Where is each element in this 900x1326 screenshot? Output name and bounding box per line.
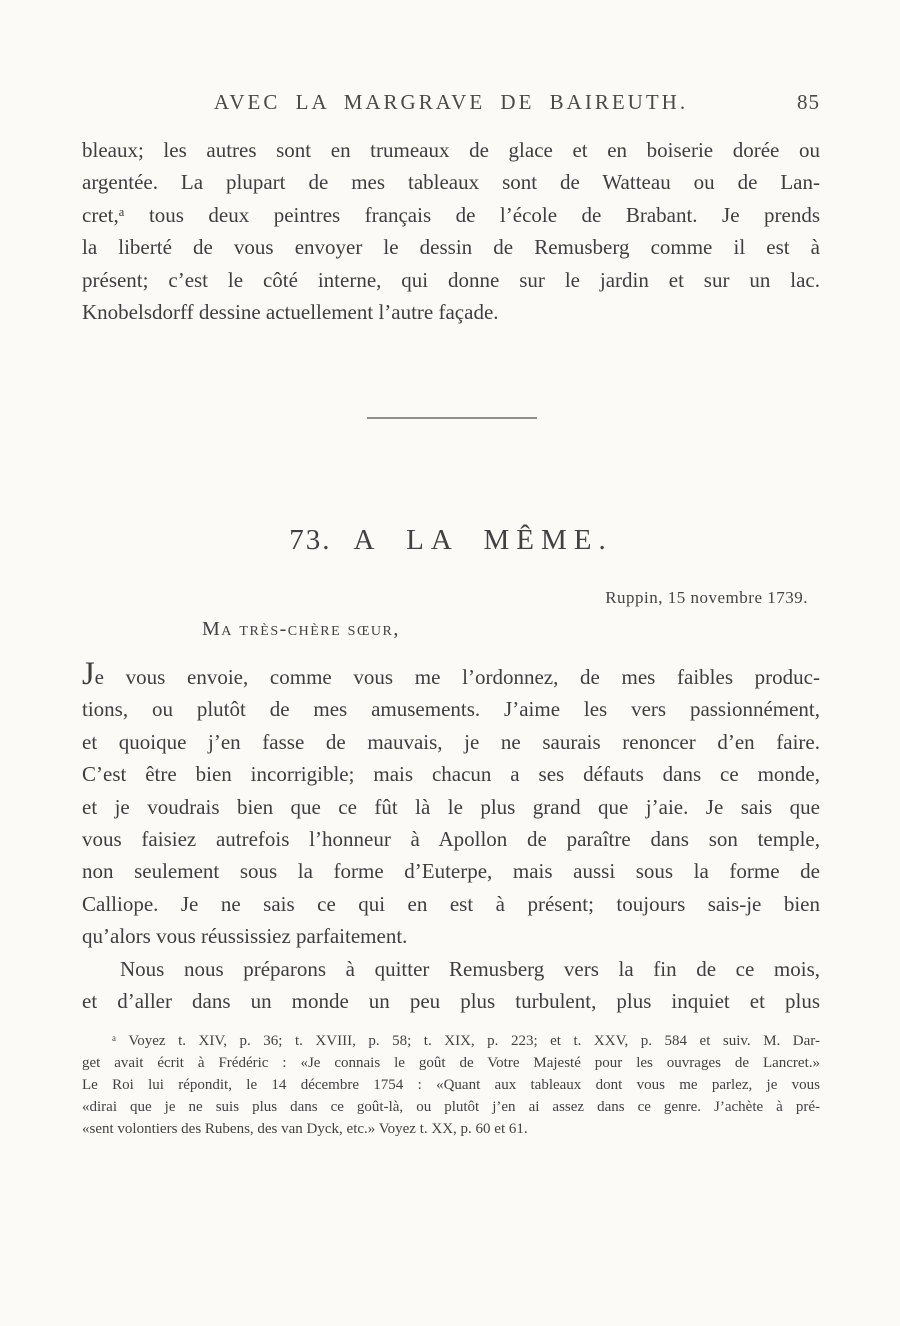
text-line: la liberté de vous envoyer le dessin de Remusberg comme il est à xyxy=(82,235,820,260)
text-line: Nous nous préparons à quitter Remusberg vers la fin de ce mois, xyxy=(120,956,820,981)
text-line: qu’alors vous réussissiez parfaitement. xyxy=(82,924,408,949)
text-line: C’est être bien incorrigible; mais chacun a ses défauts dans ce monde, xyxy=(82,762,820,787)
page-header xyxy=(82,90,820,120)
salutation: Ma très-chère sœur, xyxy=(202,618,400,640)
dateline: Ruppin, 15 novembre 1739. xyxy=(605,588,808,607)
footnote xyxy=(82,1030,820,1140)
text-line: Je vous envoie, comme vous me l’ordonnez, de mes faibles produc- xyxy=(82,656,820,692)
page-number: 85 xyxy=(797,90,820,114)
text-line: et je voudrais bien que ce fût là le plus grand que j’aie. Je sais que xyxy=(82,794,820,819)
text-line: tions, ou plutôt de mes amusements. J’aime les vers passionnément, xyxy=(82,697,820,722)
text-line: Le Roi lui répondit, le 14 décembre 1754 : «Quant aux tableaux dont vous me parlez, je vous xyxy=(82,1077,820,1093)
text-line: Knobelsdorff dessine actuellement l’autre façade. xyxy=(82,300,499,325)
text-line: vous faisiez autrefois l’honneur à Apollon de paraître dans son temple, xyxy=(82,827,820,852)
section-title: A LA MÊME. xyxy=(353,524,613,556)
section-number: 73. xyxy=(289,524,332,556)
letter-paragraph-1 xyxy=(82,658,820,953)
text-line: présent; c’est le côté interne, qui donne sur le jardin et sur un lac. xyxy=(82,267,820,292)
text-line: ᵃ Voyez t. XIV, p. 36; t. XVIII, p. 58; t. XIX, p. 223; et t. XXV, p. 584 et suiv. M. Dar- xyxy=(112,1033,820,1049)
text-line: non seulement sous la forme d’Euterpe, mais aussi sous la forme de xyxy=(82,859,820,884)
text-line: et quoique j’en fasse de mauvais, je ne saurais renoncer d’en faire. xyxy=(82,729,820,754)
section-divider xyxy=(367,417,537,419)
text-line: et d’aller dans un monde un peu plus turbulent, plus inquiet et plus xyxy=(82,989,820,1014)
letter-paragraph-2 xyxy=(82,953,820,1018)
text-line: get avait écrit à Frédéric : «Je connais le goût de Votre Majesté pour les ouvrages de Lancret.» xyxy=(82,1055,820,1071)
text-line: «sent volontiers des Rubens, des van Dyck, etc.» Voyez t. XX, p. 60 et 61. xyxy=(82,1121,528,1137)
intro-paragraph xyxy=(82,134,820,328)
text-line: argentée. La plupart de mes tableaux sont de Watteau ou de Lan- xyxy=(82,170,820,195)
text-line: Calliope. Je ne sais ce qui en est à présent; toujours sais-je bien xyxy=(82,891,820,916)
text-line: cret,ᵃ tous deux peintres français de l’école de Brabant. Je prends xyxy=(82,202,820,227)
section-heading xyxy=(82,524,820,557)
text-line: bleaux; les autres sont en trumeaux de glace et en boiserie dorée ou xyxy=(82,138,820,162)
running-title: AVEC LA MARGRAVE DE BAIREUTH. xyxy=(213,90,689,114)
letter-body xyxy=(82,658,820,1017)
text-line: «dirai que je ne suis plus dans ce goût-là, ou plutôt j’en ai assez dans ce genre. J’achète à pré- xyxy=(82,1099,820,1115)
